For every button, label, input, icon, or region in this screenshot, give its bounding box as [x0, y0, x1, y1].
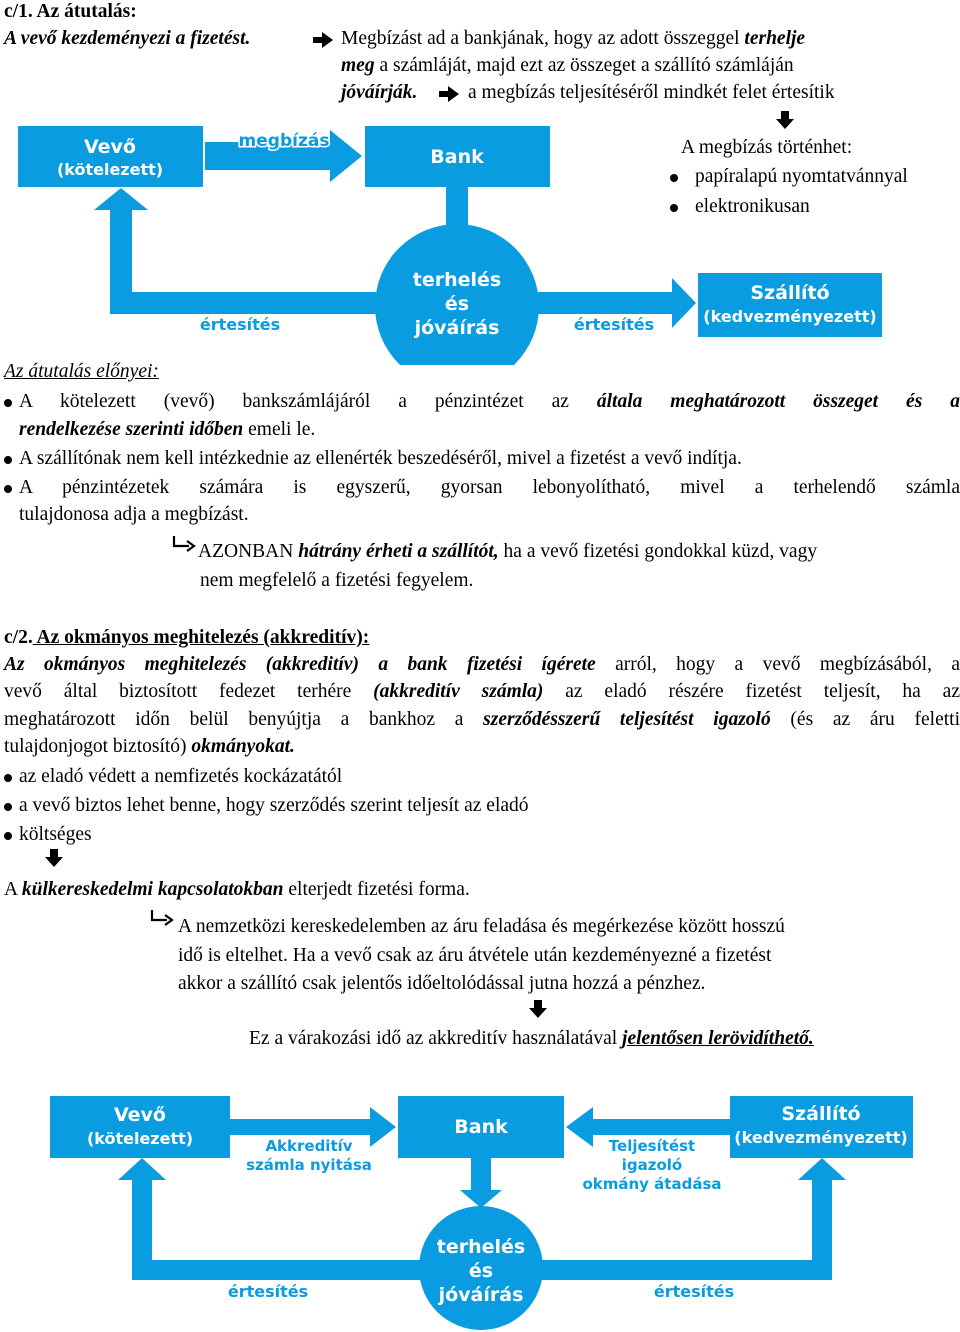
- lc-bullet-1: az eladó védett a nemfizetés kockázatától: [19, 766, 343, 787]
- bullet-icon: [4, 774, 12, 782]
- conclusion-line: Ez a várakozási idő az akkreditív használatával jelentősen lerövidíthető.: [249, 1028, 814, 1049]
- down-arrow-icon: [528, 999, 548, 1019]
- advantage-2: A szállítónak nem kell intézkednie az ellenérték beszedéséről, mivel a fizetést a vevő indítja.: [19, 448, 742, 469]
- order-forms-intro: A megbízás történhet:: [681, 137, 853, 158]
- advantage-1-line-1: A kötelezett (vevő) bankszámlájáról a pénzintézet az általa meghatározott összeget és a: [19, 391, 960, 412]
- right-arrow-icon: [312, 31, 334, 49]
- bullet-icon: [670, 204, 678, 212]
- advantage-3-line-1: A pénzintézetek számára is egyszerű, gyorsan lebonyolítható, mivel a terhelendő számla: [19, 477, 960, 498]
- section-1-heading: c/1. Az átutalás:: [4, 1, 137, 22]
- order-label: megbízás: [238, 131, 330, 151]
- buyer-label: Vevő: [114, 1104, 166, 1126]
- debit-arrow: [460, 1158, 502, 1208]
- document-label-3: okmány átadása: [582, 1175, 722, 1193]
- advantage-3-line-2: tulajdonosa adja a megbízást.: [19, 504, 249, 525]
- foreign-trade-line: A külkereskedelmi kapcsolatokban elterjedt fizetési forma.: [4, 879, 470, 900]
- center-label-1: terhelés: [436, 1236, 526, 1258]
- bullet-icon: [4, 456, 12, 464]
- buyer-role: (kötelezett): [86, 1129, 194, 1148]
- section-2-heading: c/2. Az okmányos meghitelezés (akkreditív):: [4, 627, 370, 648]
- advantage-1-line-2: rendelkezése szerinti időben emeli le.: [19, 419, 316, 440]
- however-line-2: nem megfelelő a fizetési fegyelem.: [200, 570, 474, 591]
- lc-definition-line-3: meghatározott időn belül benyújtja a bankhoz a szerződésszerű teljesítést igazoló (és az áru feletti: [4, 709, 960, 730]
- advantages-heading: Az átutalás előnyei:: [4, 361, 159, 382]
- bullet-icon: [4, 485, 12, 493]
- intro-initiates: A vevő kezdeményezi a fizetést.: [4, 28, 251, 49]
- return-arrow-icon: [150, 909, 174, 927]
- intro-line-2: meg a számláját, majd ezt az összeget a szállító számláján: [341, 55, 794, 76]
- order-form-electronic: elektronikusan: [695, 196, 810, 217]
- order-form-paper: papíralapú nyomtatvánnyal: [695, 166, 908, 187]
- however-line-1: AZONBAN hátrány érheti a szállítót, ha a vevő fizetési gondokkal küzd, vagy: [198, 541, 818, 562]
- bank-label: Bank: [454, 1116, 508, 1138]
- notify-right-label: értesítés: [653, 1282, 735, 1301]
- notify-left-arrow: [118, 1158, 420, 1280]
- return-arrow-icon: [172, 535, 196, 553]
- intro-line-1: Megbízást ad a bankjának, hogy az adott összeggel terhelje: [341, 28, 806, 49]
- bullet-icon: [670, 174, 678, 182]
- document-label-1: Teljesítést: [608, 1137, 696, 1155]
- lc-definition-line-2: vevő által biztosított fedezet terhére (akkreditív számla) az eladó részére fizetést teljesít, ha az: [4, 681, 960, 702]
- note-line-3: akkor a szállító csak jelentős időeltolódással jutna hozzá a pénzhez.: [178, 973, 706, 994]
- intro-notify: a megbízás teljesítéséről mindkét felet értesítik: [468, 82, 835, 103]
- supplier-role: (kedvezményezett): [703, 307, 877, 326]
- notify-left-label: értesítés: [227, 1282, 309, 1301]
- center-label-2: és: [444, 293, 470, 315]
- bullet-icon: [4, 803, 12, 811]
- lc-definition-line-4: tulajdonjogot biztosító) okmányokat.: [4, 736, 295, 757]
- buyer-label: Vevő: [84, 136, 136, 158]
- supplier-label: Szállító: [781, 1103, 861, 1125]
- bullet-icon: [4, 399, 12, 407]
- down-arrow-icon: [775, 110, 795, 130]
- lc-open-label-2: számla nyitása: [246, 1156, 372, 1174]
- supplier-role: (kedvezményezett): [734, 1128, 908, 1147]
- lc-definition-line-1: Az okmányos meghitelezés (akkreditív) a bank fizetési ígérete arról, hogy a vevő megbízásából, a: [4, 654, 960, 675]
- notify-left-label: értesítés: [199, 315, 281, 334]
- note-line-1: A nemzetközi kereskedelemben az áru feladása és megérkezése között hosszú: [178, 916, 785, 937]
- down-arrow-icon: [44, 848, 64, 868]
- center-label-1: terhelés: [412, 269, 502, 291]
- document-label-2: igazoló: [621, 1156, 683, 1174]
- note-line-2: idő is eltelhet. Ha a vevő csak az áru átvétele után kezdeményezné a fizetést: [178, 945, 772, 966]
- intro-credited: jóváírják.: [341, 82, 418, 103]
- bank-label: Bank: [430, 146, 484, 168]
- notify-left-arrow: [94, 188, 376, 314]
- lc-bullet-2: a vevő biztos lehet benne, hogy szerződés szerint teljesít az eladó: [19, 795, 529, 816]
- center-label-3: jóváírás: [414, 317, 500, 339]
- lc-open-label-1: Akkreditív: [265, 1137, 353, 1155]
- supplier-label: Szállító: [750, 282, 830, 304]
- buyer-role: (kötelezett): [56, 160, 164, 179]
- right-arrow-icon: [438, 85, 460, 103]
- center-label-2: és: [468, 1260, 494, 1282]
- lc-bullet-3: költséges: [19, 824, 92, 845]
- notify-right-label: értesítés: [573, 315, 655, 334]
- bullet-icon: [4, 832, 12, 840]
- center-label-3: jóváírás: [438, 1284, 524, 1306]
- letter-of-credit-diagram: [0, 1090, 960, 1332]
